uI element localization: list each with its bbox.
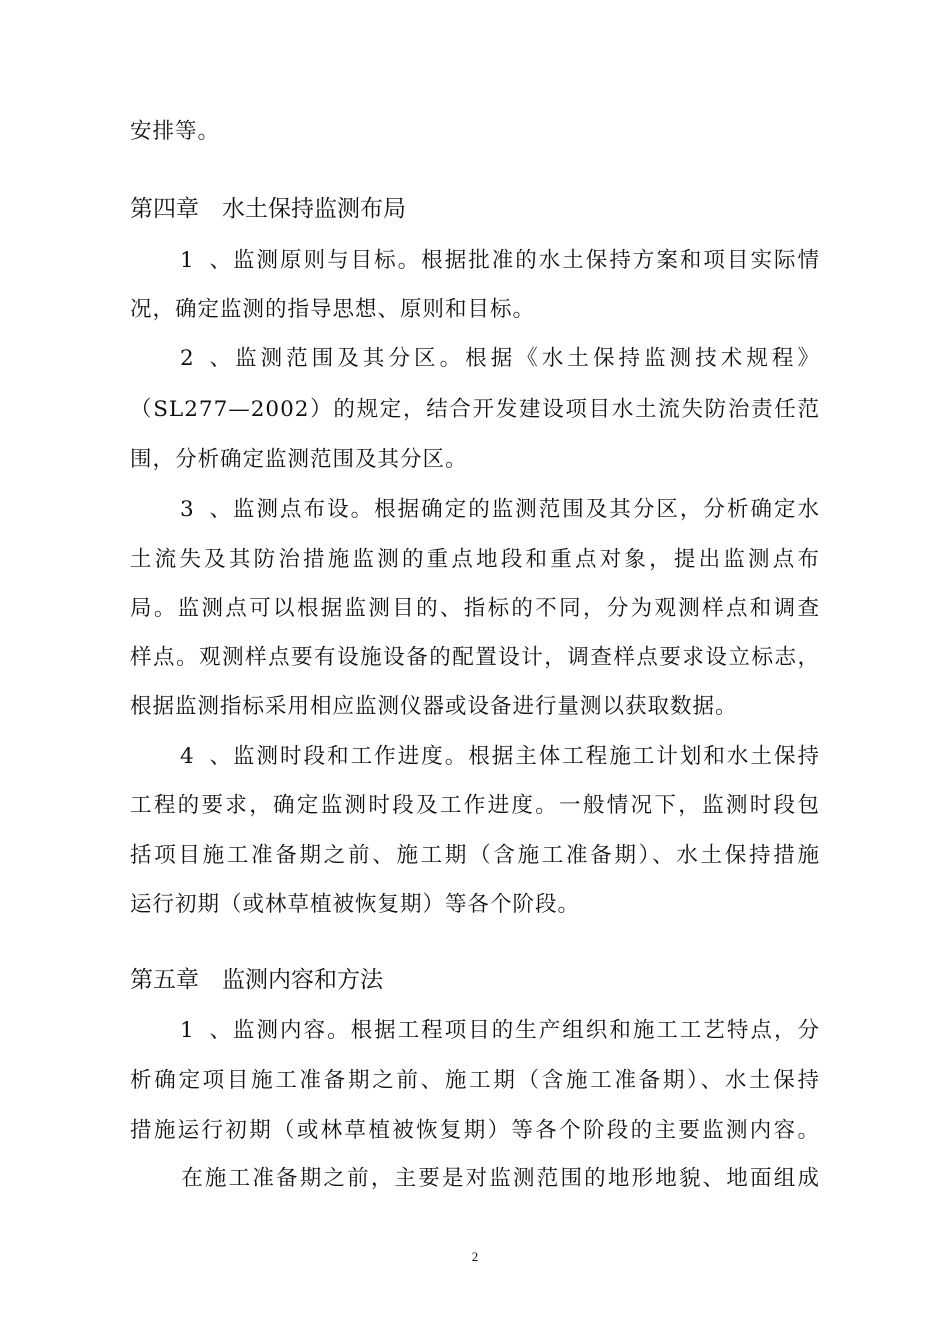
paragraph-line: 运行初期（或林草植被恢复期）等各个阶段。 — [130, 892, 581, 917]
chapter-5-heading: 第五章 监测内容和方法 — [130, 967, 383, 993]
paragraph-text: 监测内容。根据工程项目的生产组织和施工工艺特点，分 — [232, 1018, 820, 1043]
paragraph-text: 监测时段和工作进度。根据主体工程施工计划和水土保持 — [232, 744, 820, 769]
paragraph-text: 监测原则与目标。根据批准的水土保持方案和项目实际情 — [232, 248, 820, 273]
paragraph-line — [130, 1163, 820, 1195]
paragraph-text: 在施工准备期之前，主要是对监测范围的地形地貌、地面组成 — [180, 1166, 820, 1191]
paragraph-line: 括项目施工准备期之前、施工期（含施工准备期）、水土保持措施 — [130, 843, 820, 868]
item-number: 1、 — [180, 1018, 232, 1043]
page-number: 2 — [471, 1249, 479, 1264]
paragraph-line — [130, 245, 820, 277]
paragraph-text: 监测点布设。根据确定的监测范围及其分区，分析确定水 — [232, 497, 820, 522]
paragraph-line: （SL277—2002）的规定，结合开发建设项目水土流失防治责任范 — [130, 397, 820, 422]
paragraph-line: 土流失及其防治措施监测的重点地段和重点对象，提出监测点布 — [130, 547, 820, 572]
chapter-4-heading: 第四章 水土保持监测布局 — [130, 196, 406, 222]
paragraph-line: 围，分析确定监测范围及其分区。 — [130, 447, 468, 472]
text-line: 安排等。 — [130, 119, 221, 144]
paragraph-line: 局。监测点可以根据监测目的、指标的不同，分为观测样点和调查 — [130, 596, 820, 621]
paragraph-line: 措施运行初期（或林草植被恢复期）等各个阶段的主要监测内容。 — [130, 1118, 820, 1143]
paragraph-line — [130, 494, 820, 526]
paragraph-line — [130, 343, 820, 375]
paragraph-line — [130, 1015, 820, 1047]
paragraph-text: 监测范围及其分区。根据《水土保持监测技术规程》 — [232, 346, 820, 371]
paragraph-line: 况，确定监测的指导思想、原则和目标。 — [130, 297, 536, 322]
paragraph-line: 析确定项目施工准备期之前、施工期（含施工准备期）、水土保持 — [130, 1068, 820, 1093]
item-number: 2、 — [180, 346, 232, 371]
paragraph-line: 工程的要求，确定监测时段及工作进度。一般情况下，监测时段包 — [130, 793, 820, 818]
item-number: 4、 — [180, 744, 232, 769]
paragraph-line — [130, 741, 820, 773]
item-number: 3、 — [180, 497, 232, 522]
paragraph-line: 根据监测指标采用相应监测仪器或设备进行量测以获取数据。 — [130, 694, 738, 719]
paragraph-line: 样点。观测样点要有设施设备的配置设计，调查样点要求设立标志， — [130, 645, 820, 670]
item-number: 1、 — [180, 248, 232, 273]
